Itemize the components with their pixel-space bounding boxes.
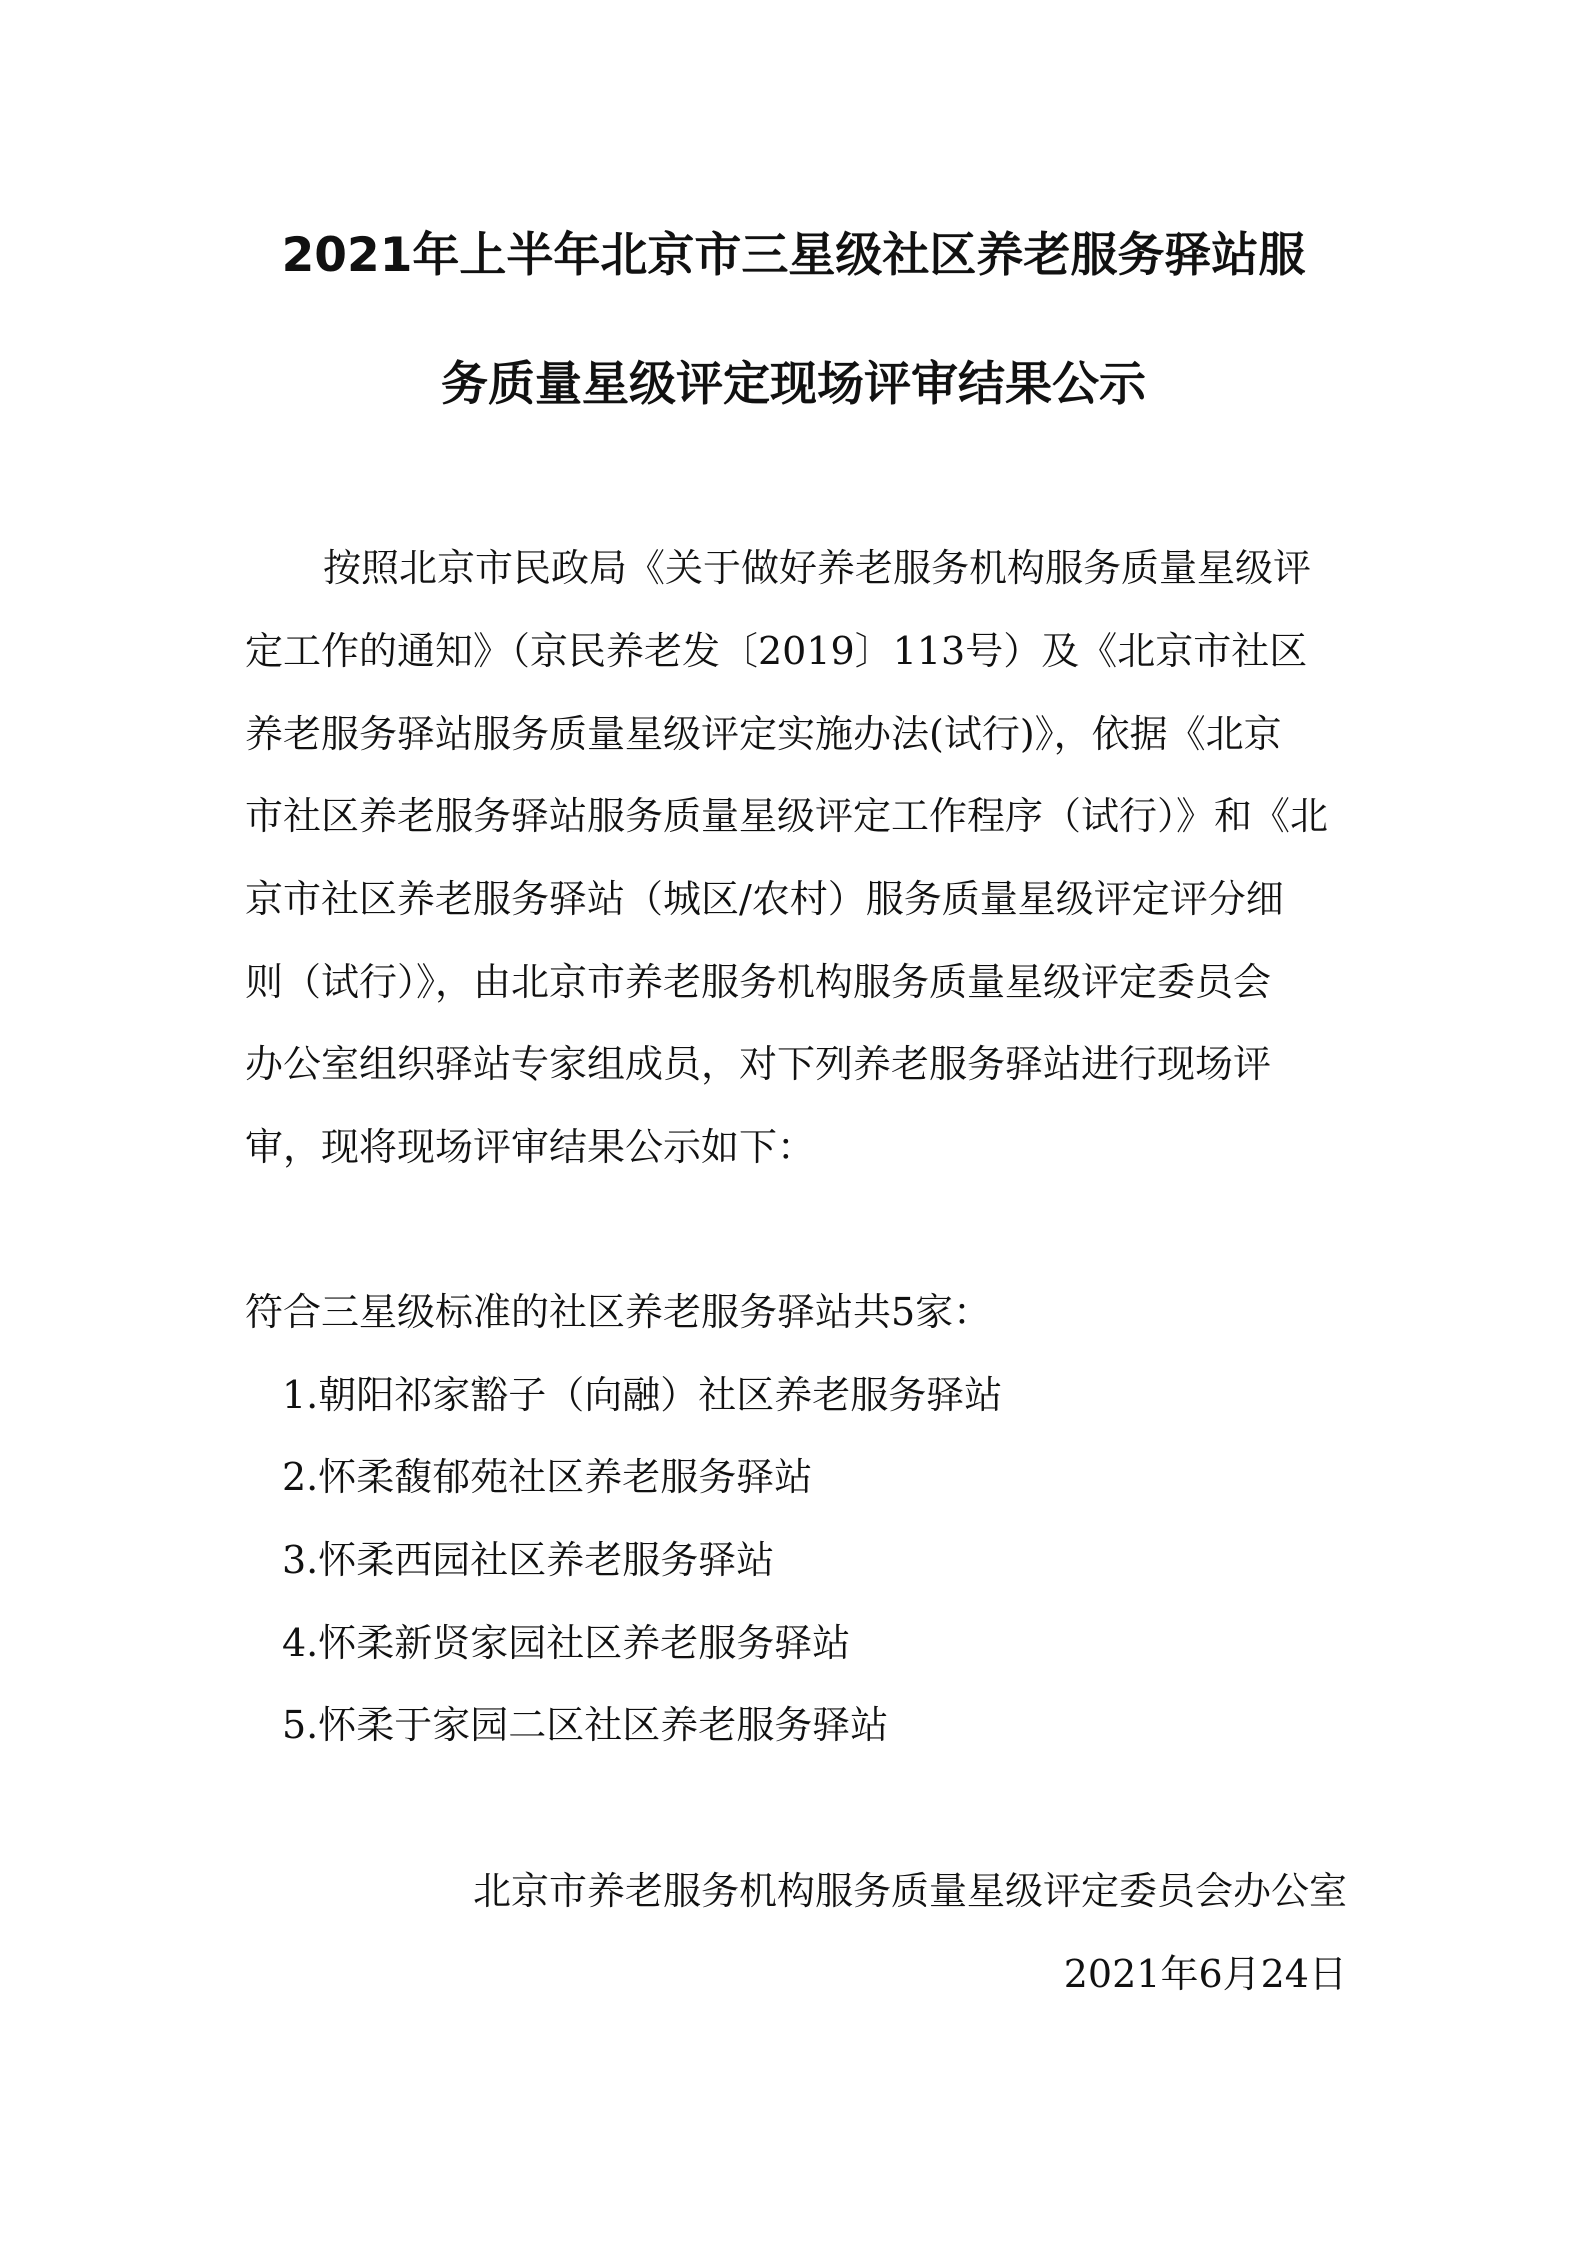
intro-paragraph-line: 定工作的通知》（京民养老发〔2019〕113号）及《北京市社区 <box>245 629 1308 673</box>
intro-paragraph-line: 养老服务驿站服务质量星级评定实施办法(试行)》，依据《北京 <box>245 712 1282 756</box>
signature-organization: 北京市养老服务机构服务质量星级评定委员会办公室 <box>472 1869 1347 1913</box>
intro-paragraph-line: 办公室组织驿站专家组成员，对下列养老服务驿站进行现场评 <box>245 1042 1272 1086</box>
station-list-item: 1.朝阳祁家豁子（向融）社区养老服务驿站 <box>282 1373 1003 1417</box>
intro-paragraph-line: 审，现将现场评审结果公示如下： <box>245 1125 816 1169</box>
station-list-item: 3.怀柔西园社区养老服务驿站 <box>282 1538 775 1582</box>
document-title-line-1: 2021年上半年北京市三星级社区养老服务驿站服 <box>281 228 1306 283</box>
station-list-item: 4.怀柔新贤家园社区养老服务驿站 <box>282 1621 851 1665</box>
intro-paragraph-line: 则（试行）》，由北京市养老服务机构服务质量星级评定委员会 <box>245 960 1272 1004</box>
signature-date: 2021年6月24日 <box>1063 1952 1347 1996</box>
intro-paragraph-line: 按照北京市民政局《关于做好养老服务机构服务质量星级评 <box>323 546 1312 590</box>
summary-line: 符合三星级标准的社区养老服务驿站共5家： <box>245 1290 992 1334</box>
station-list-item: 2.怀柔馥郁苑社区养老服务驿站 <box>282 1455 813 1499</box>
intro-paragraph-line: 市社区养老服务驿站服务质量星级评定工作程序（试行）》和《北 <box>245 794 1329 838</box>
document-title-line-2: 务质量星级评定现场评审结果公示 <box>441 357 1146 412</box>
intro-paragraph-line: 京市社区养老服务驿站（城区/农村）服务质量星级评定评分细 <box>245 877 1284 921</box>
station-list-item: 5.怀柔于家园二区社区养老服务驿站 <box>282 1703 889 1747</box>
